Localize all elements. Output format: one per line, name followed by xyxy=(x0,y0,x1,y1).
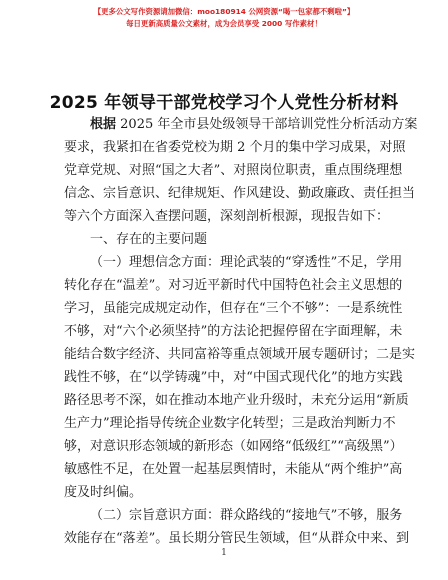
document-body xyxy=(64,113,418,550)
text-line: 等六个方面深入查摆问题，深刻剖析根源，现报告如下： xyxy=(64,209,390,224)
ideals-paragraph xyxy=(64,251,416,504)
document-title: 2025 年领导干部党校学习个人党性分析材料 xyxy=(49,93,399,113)
text-line: 不够，对“六个必须坚持”的方法论把握停留在字面理解，未 xyxy=(64,324,403,339)
promo-banner-line-2: 每日更新高质量公文素材，成为会员享受 2000 写作素材！ xyxy=(126,19,322,28)
text-line: 度及时纠偏。 xyxy=(64,485,143,500)
text-line: 路径思考不深，如在推动本地产业升级时，未充分运用“新质 xyxy=(64,393,409,408)
intro-paragraph xyxy=(64,113,418,228)
text-line: 够，对意识形态领域的新形态（如网络“低级红”“高级黑”） xyxy=(64,439,403,454)
purpose-paragraph xyxy=(64,504,409,550)
text-line: 效能存在“落差”。虽长期分管民生领域，但“从群众中来、到 xyxy=(64,531,409,546)
text-line: 信念、宗旨意识、纪律规矩、作风建设、勤政廉政、责任担当 xyxy=(64,186,416,201)
lead-word: 根据 xyxy=(90,117,117,132)
section-heading xyxy=(64,228,388,251)
promo-banner-line-1: 【更多公文写作资源请加微信：moo180914 公网资源“喝一包家都不剩啦”】 xyxy=(93,7,355,16)
text-line: 践性不够，在“以学铸魂”中，对“中国式现代化”的地方实践 xyxy=(64,370,403,385)
text-line: 能结合数字经济、共同富裕等重点领域开展专题研讨；二是实 xyxy=(64,347,416,362)
text-line: 根据 2025 年全市县处级领导干部培训党性分析活动方案 xyxy=(90,117,418,132)
page-number: 1 xyxy=(221,548,227,558)
text-line: （二）宗旨意识方面：群众路线的“接地气”不够，服务 xyxy=(90,508,403,523)
text-line: 要求，我紧扣在省委党校为期 2 个月的集中学习成果，对照 xyxy=(64,140,406,155)
text-line: 转化存在“温差”。对习近平新时代中国特色社会主义思想的 xyxy=(64,278,403,293)
section-heading-text: 一、存在的主要问题 xyxy=(90,232,208,247)
text-line: 敏感性不足，在处置一起基层舆情时，未能从“两个维护”高 xyxy=(64,462,403,477)
text-line: （一）理想信念方面：理论武装的“穿透性”不足，学用 xyxy=(90,255,403,270)
text-line: 党章党规、对照“国之大者”、对照岗位职责，重点围绕理想 xyxy=(64,163,403,178)
promo-banner xyxy=(0,6,448,30)
text-line: 生产力”理论指导传统企业数字化转型；三是政治判断力不 xyxy=(64,416,396,431)
text-line: 学习，虽能完成规定动作，但存在“三个不够”：一是系统性 xyxy=(64,301,403,316)
